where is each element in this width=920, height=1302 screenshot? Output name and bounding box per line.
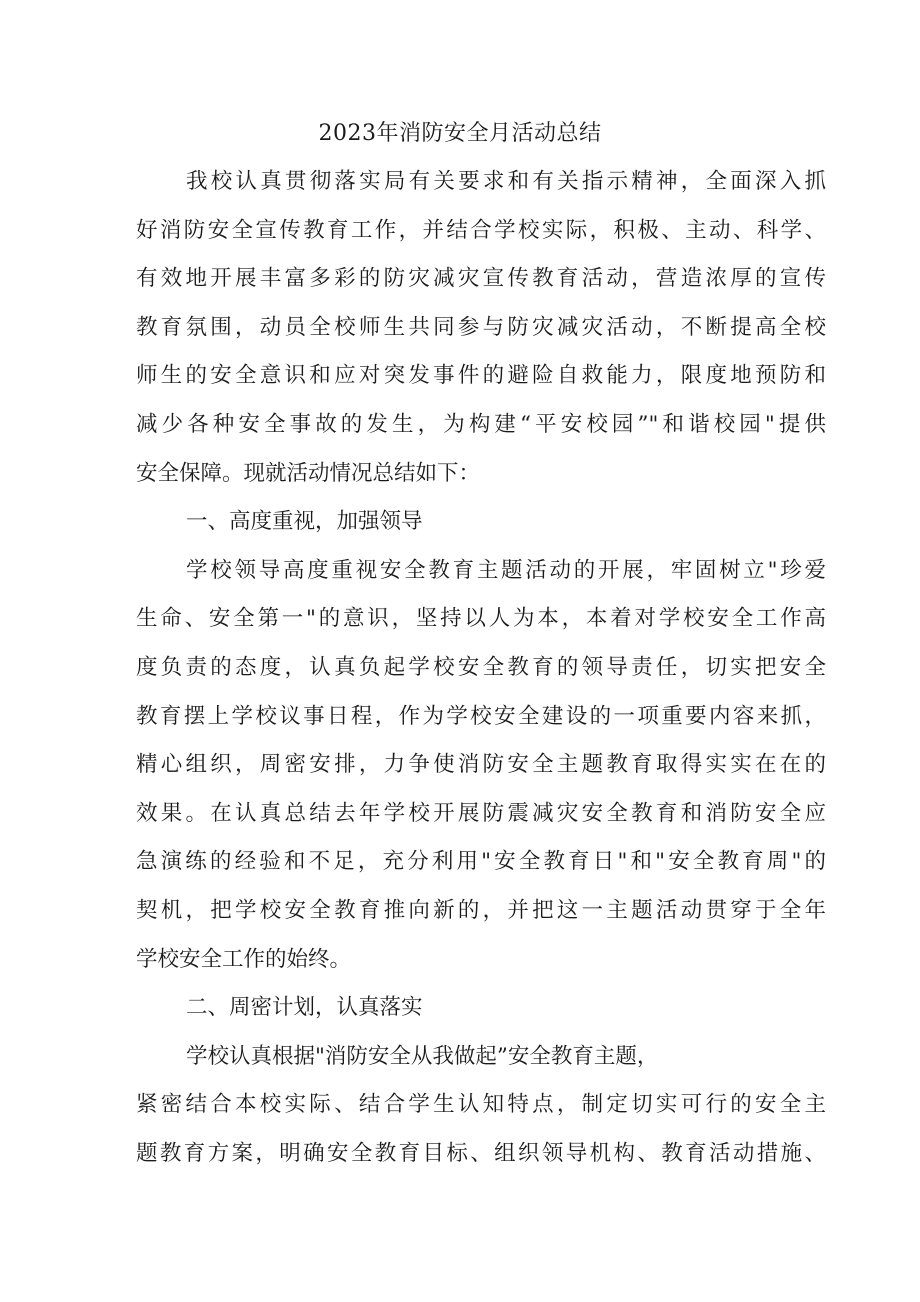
- text-line: 我校认真贯彻落实局有关要求和有关指示精神，全面深入抓: [186, 169, 826, 194]
- text-line: 题教育方案，明确安全教育目标、组织领导机构、教育活动措施、: [136, 1141, 826, 1166]
- text-line: 急演练的经验和不足，充分利用"安全教育日"和"安全教育周"的: [136, 849, 826, 874]
- text-line: 度负责的态度，认真负起学校安全教育的领导责任，切实把安全: [136, 655, 826, 680]
- text-line: 一、高度重视，加强领导: [186, 509, 423, 534]
- text-line: 好消防安全宣传教育工作，并结合学校实际，积极、主动、科学、: [136, 218, 826, 243]
- text-line: 教育氛围，动员全校师生共同参与防灾减灾活动，不断提高全校: [136, 315, 826, 340]
- document-title: 2023年消防安全月活动总结: [318, 121, 602, 146]
- text-line: 二、周密计划，认真落实: [186, 995, 423, 1020]
- text-line: 教育摆上学校议事日程，作为学校安全建设的一项重要内容来抓，: [136, 704, 826, 729]
- text-line: 生命、安全第一"的意识，坚持以人为本，本着对学校安全工作高: [136, 606, 826, 631]
- text-line: 安全保障。现就活动情况总结如下：: [136, 461, 481, 486]
- text-line: 师生的安全意识和应对突发事件的避险自救能力，限度地预防和: [136, 363, 826, 388]
- text-line: 有效地开展丰富多彩的防灾减灾宣传教育活动，营造浓厚的宣传: [136, 266, 826, 291]
- text-line: 学校领导高度重视安全教育主题活动的开展，牢固树立"珍爱: [186, 558, 826, 583]
- text-line: 紧密结合本校实际、结合学生认知特点，制定切实可行的安全主: [136, 1092, 826, 1117]
- text-line: 学校安全工作的始终。: [136, 947, 352, 972]
- text-line: 效果。在认真总结去年学校开展防震减灾安全教育和消防安全应: [136, 801, 826, 826]
- text-line: 学校认真根据"消防安全从我做起”安全教育主题，: [186, 1044, 659, 1069]
- text-line: 契机，把学校安全教育推向新的，并把这一主题活动贯穿于全年: [136, 898, 826, 923]
- text-line: 精心组织，周密安排，力争使消防安全主题教育取得实实在在的: [136, 752, 826, 777]
- text-line: 减少各种安全事故的发生，为构建“平安校园”"和谐校园"提供: [136, 412, 826, 437]
